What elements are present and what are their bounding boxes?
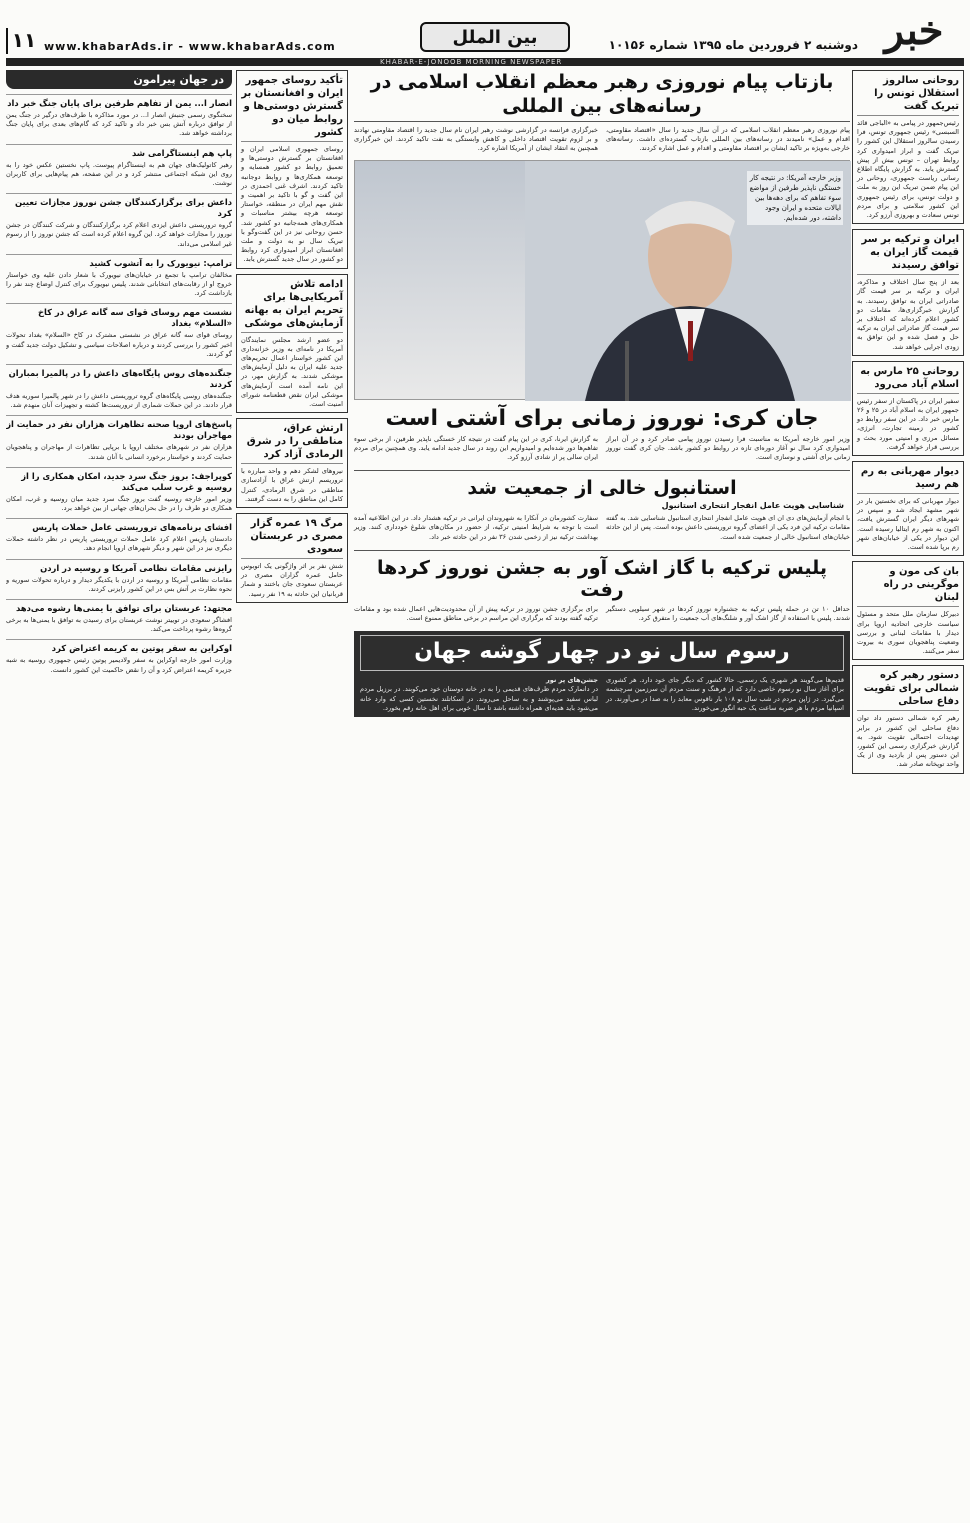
world-news-title: نشست مهم روسای قوای سه گانه عراق در کاخ «السلام» بغداد <box>6 303 232 329</box>
news-body: سفیر ایران در پاکستان از سفر رئیس جمهور ایران به اسلام آباد در ۲۵ و ۲۶ مارس خبر داد. در این سفر روابط دو کشور در زمینه تجارت، انرژی، مسائل مرزی و امنیتی مورد بحث و بررسی قرار خواهد گرفت. <box>857 396 959 451</box>
section-title: بین الملل <box>420 22 570 52</box>
news-body: رهبر کره شمالی دستور داد توان دفاع ساحلی این کشور در برابر تهدیدات احتمالی تقویت شود. به گزارش خبرگزاری رسمی این کشور، این دستور پس از بازدید وی از یک واحد توپخانه صادر شد. <box>857 714 959 769</box>
world-news-body: وزیر امور خارجه روسیه گفت بروز جنگ سرد جدید میان روسیه و غرب، امکان همکاری دو طرف را در حل بحران‌های جهانی از بین خواهد برد. <box>6 494 232 513</box>
nowruz-feature <box>354 631 850 717</box>
world-news-title: پاپ هم اینستاگرامی شد <box>6 144 232 159</box>
world-news-body: مخالفان ترامپ با تجمع در خیابان‌های نیویورک با شعار دادن علیه وی خواستار خروج او از رقابت‌های انتخاباتی شدند. پلیس نیویورک برای کنترل اوضاع چند نفر را بازداشت کرد. <box>6 270 232 298</box>
headline-turkey-police: پلیس ترکیه با گاز اشک آور به جشن نوروز کردها رفت <box>354 550 850 601</box>
news-title: ادامه تلاش آمریکایی‌ها برای تحریم ایران به بهانه آزمایش‌های موشکی <box>241 278 343 333</box>
story-body <box>360 676 844 713</box>
story-body <box>354 435 850 463</box>
news-body: بعد از پنج سال اختلاف و مذاکره، ایران و ترکیه بر سر قیمت گاز صادراتی ایران به توافق رسیدند. به گزارش خبرگزاری‌ها، مقامات دو کشور اعلام کرده‌اند که اختلاف بر سر قیمت گاز صادراتی ایران به ترکیه حل و فصل شده و این توافق به زودی اجرایی خواهد شد. <box>857 278 959 351</box>
story-text: در دانمارک مردم ظرف‌های قدیمی را به در خانه دوستان خود می‌کوبند. در برزیل مردم لباس سفید می‌پوشند و به ساحل می‌روند. در اسکاتلند نخستین کسی که وارد خانه می‌شود باید هدیه‌ای همراه داشته باشد تا سال خوبی برای اهل خانه رقم بخورد. <box>360 685 598 712</box>
page-number: ۱۱ <box>6 28 40 54</box>
story-text: سفارت کشورمان در آنکارا به شهروندان ایرانی در ترکیه هشدار داد. در این اطلاعیه آمده است با توجه به شرایط امنیتی ترکیه، از حضور در مکان‌های شلوغ خودداری کنند. وزیر بهداشت ترکیه نیز از زخمی شدن ۳۶ نفر در این حادثه خبر داد. <box>354 514 598 541</box>
mid-column <box>236 70 348 608</box>
news-title: مرگ ۱۹ عمره گزار مصری در عربستان سعودی <box>241 517 343 559</box>
news-title: دستور رهبر کره شمالی برای تقویت دفاع ساحلی <box>857 669 959 711</box>
news-box <box>852 665 964 773</box>
news-box <box>852 561 964 660</box>
story-body <box>354 514 850 542</box>
news-body: دبیرکل سازمان ملل متحد و مسئول سیاست خارجی اتحادیه اروپا برای دیدار با مقامات لبنانی و بررسی وضعیت پناهجویان سوری به بیروت سفر می‌کنند. <box>857 610 959 656</box>
headline-leader-message: بازتاب پیام نوروزی رهبر معظم انقلاب اسلامی در رسانه‌های بین المللی <box>354 70 850 122</box>
world-news-body: افشاگر سعودی در توییتر نوشت عربستان برای رسیدن به توافق با یمنی‌ها به برخی گروه‌ها رشوه پرداخت می‌کند. <box>6 616 232 634</box>
story-body <box>354 605 850 623</box>
news-body: دو عضو ارشد مجلس نمایندگان آمریکا در نامه‌ای به وزیر خزانه‌داری این کشور خواستار اعمال تحریم‌های جدید علیه ایران به دلیل آزمایش‌های موشکی شدند. به گزارش مهر، در این نامه آمده است آزمایش‌های موشکی ایران نقض قطعنامه شورای امنیت است. <box>241 335 343 409</box>
story-text: خبرگزاری فرانسه در گزارشی نوشت رهبر ایران نام سال جدید را اقتصاد مقاومتی نهادند و بر لزوم تقویت اقتصاد داخلی و کاهش وابستگی به نفت تاکید کردند. این خبرگزاری همچنین به انتقاد ایشان از آمریکا اشاره کرد. <box>354 126 598 153</box>
site-urls[interactable]: www.khabarAds.ir - www.khabarAds.com <box>44 40 336 53</box>
kerry-photo-frame <box>354 160 850 400</box>
masthead <box>0 0 970 66</box>
story-kicker: جشن‌های پر نور <box>545 676 598 685</box>
story-text: قدیم‌ها می‌گویند هر شهری یک رسمی. حالا کشور که دیگر جای خود دارد. هر کشوری برای آغاز سال نو رسوم خاصی دارد که از فرهنگ و سنت مردم آن سرزمین سرچشمه می‌گیرد. در ژاپن مردم در شب سال نو ۱۰۸ بار ناقوس معابد را به صدا در می‌آورند. در اسپانیا مردم با هر ضربه ساعت یک حبه انگور می‌خورند. <box>606 676 844 712</box>
newspaper-logo <box>864 2 964 58</box>
world-news-list <box>6 94 232 675</box>
world-news-body: مقامات نظامی آمریکا و روسیه در اردن با یکدیگر دیدار و درباره تحولات سوریه و نحوه نظارت بر آتش بس در این کشور رایزنی کردند. <box>6 575 232 593</box>
world-news-body: رهبر کاتولیک‌های جهان هم به اینستاگرام پیوست. پاپ نخستین عکس خود را به روی این شبکه اجتماعی منتشر کرد و در این صفحه، هم پیام‌هایی برای کاربران نوشت. <box>6 160 232 188</box>
story-text: پیام نوروزی رهبر معظم انقلاب اسلامی که در آن سال جدید را سال «اقتصاد مقاومتی، اقدام و عمل» نامیدند در رسانه‌های بین المللی بازتاب گسترده‌ای داشت. رسانه‌های خارجی به‌ویژه بر تاکید ایشان بر اقتصاد مقاومتی و اقدام و عمل اشاره کردند. <box>606 126 850 153</box>
story-text: وزیر امور خارجه آمریکا به مناسبت فرا رسیدن نوروز پیامی صادر کرد و در آن ابراز امیدواری کرد سال نو آغاز دوره‌ای تازه در روابط دو کشور باشد. جان کری گفت نوروز زمانی برای آشتی و نوسازی است. <box>606 434 850 462</box>
news-box <box>852 461 964 556</box>
news-body: رئیس‌جمهور در پیامی به «الباجی قائد السبسی» رئیس جمهوری تونس، فرا رسیدن سالروز استقلال این کشور را تبریک گفت و ابراز امیدواری کرد روابط تهران – تونس بیش از پیش گسترش یابد. به گزارش پایگاه اطلاع رسانی ریاست جمهوری، روحانی در این پیام ضمن تبریک این روز به ملت و دولت تونس، برای رئیس جمهوری این کشور سلامتی و برای مردم تونس سعادت و بهروزی آرزو کرد. <box>857 119 959 220</box>
news-body: شش نفر بر اثر واژگونی یک اتوبوس حامل عمره گزاران مصری در عربستان سعودی جان باختند و شمار قربانیان این حادثه به ۱۹ نفر رسید. <box>241 562 343 598</box>
english-tagline: KHABAR-E-JONOOB MORNING NEWSPAPER <box>380 58 563 66</box>
world-news-body: روسای قوای سه گانه عراق در نشستی مشترک در کاخ «السلام» بغداد تحولات اخیر کشور را بررسی کردند و درباره اصلاحات سیاسی و تشکیل دولت جدید گفت و گو کردند. <box>6 331 232 358</box>
news-body: نیروهای لشکر دهم و واحد مبارزه با تروریسم ارتش عراق با آزادسازی مناطقی در شرق الرمادی، کنترل کامل این مناطق را به دست گرفتند. <box>241 467 343 503</box>
world-news-title: اوکراین به سفر پوتین به کریمه اعتراض کرد <box>6 639 232 654</box>
world-news-title: کوپراجف: بروز جنگ سرد جدید، امکان همکاری را از روسیه و غرب سلب می‌کند <box>6 467 232 493</box>
world-news-body: سخنگوی رسمی جنبش انصار ا... در مورد مذاکره با طرف‌های درگیر در جنگ یمن از توافق درباره آتش بس خبر داد و تاکید کرد که گام‌های بعدی برای پایان جنگ برداشته خواهد شد. <box>6 111 232 138</box>
world-news-title: مجتهد: عربستان برای توافق با یمنی‌ها رشوه می‌دهد <box>6 599 232 614</box>
news-body: دیوار مهربانی که برای نخستین بار در شهر مشهد ایجاد شد و سپس در شهرهای دیگر ایران گسترش یافت، اکنون به شهر رم ایتالیا رسیده است. این دیوار در یکی از خیابان‌های شهر رم برپا شده است. <box>857 497 959 552</box>
story-body <box>354 126 850 154</box>
world-news-title: انصار ا... یمن از تفاهم طرفین برای پایان جنگ خبر داد <box>6 94 232 109</box>
story-text: حداقل ۱۰ تن در حمله پلیس ترکیه به جشنواره نوروز کردها در شهر سیلوپی دستگیر شدند. پلیس با استفاده از گاز اشک آور و شلنگ‌های آب جمعیت را متفرق کرد. <box>606 604 850 623</box>
news-title: تأکید روسای جمهور ایران و افغانستان بر گسترش دوستی‌ها و روابط میان دو کشور <box>241 74 343 142</box>
world-news-body: گروه تروریستی داعش ایزدی اعلام کرد برگزارکنندگان و شرکت کنندگان در جشن نوروز را مجازات خواهد کرد. این گروه اعلام کرده است که جشن نوروز را از رسوم غیر اسلامی می‌داند. <box>6 221 232 248</box>
left-column <box>6 70 232 675</box>
news-title: روحانی ۲۵ مارس به اسلام آباد می‌رود <box>857 365 959 394</box>
news-title: ایران و ترکیه بر سر قیمت گاز ایران به توافق رسیدند <box>857 233 959 275</box>
news-title: بان کی مون و موگرینی در راه لبنان <box>857 565 959 607</box>
world-news-body: هزاران نفر در شهرهای مختلف اروپا با برپایی تظاهرات از مهاجران و پناهجویان حمایت کردند و خواستار برخورد انسانی با آنان شدند. <box>6 443 232 461</box>
main-stories <box>354 70 850 717</box>
world-news-title: جنگنده‌های روس پایگاه‌های داعش را در پالمیرا بمباران کردند <box>6 364 232 390</box>
world-news-title: ترامپ: نیویورک را به آتشوب کشید <box>6 254 232 269</box>
news-body: روسای جمهوری اسلامی ایران و افغانستان بر گسترش دوستی‌ها و تعمیق روابط دو کشور همسایه و توسعه همکاری‌ها و روابط دوجانبه تاکید کردند. اشرف غنی احمدزی در این گفت و گو با تاکید بر اهمیت و نقش مهم ایران در منطقه، خواستار توسعه هرچه بیشتر مناسبات و همکاری‌های همه‌جانبه دو کشور شد. حسن روحانی نیز در این گفت‌وگو با تبریک سال نو به دولت و ملت افغانستان ابراز امیدواری کرد روابط دو کشور در سال جدید گسترش یابد. <box>241 145 343 264</box>
story-text: برای برگزاری جشن نوروز در ترکیه پیش از آن محدودیت‌هایی اعمال شده بود و مقامات ترکیه گفته بودند که برگزاری این مراسم در برخی مناطق ممنوع است. <box>354 604 598 623</box>
photo-caption: وزیر خارجه آمریکا: در نتیجه کار خستگی ناپذیر طرفین از مواضع سوء تفاهم که برای دهه‌ها بین ایالات متحده و ایران وجود داشته، دور شده‌ایم. <box>747 171 843 225</box>
news-box <box>852 361 964 456</box>
headline-nowruz: رسوم سال نو در چهار گوشه جهان <box>360 635 844 671</box>
world-roundup-banner: در جهان پیرامون <box>6 70 232 89</box>
news-box <box>852 70 964 224</box>
world-news-title: داعش برای برگزارکنندگان جشن نوروز مجازات تعیین کرد <box>6 193 232 219</box>
world-news-body: دادستان پاریس اعلام کرد عامل حملات تروریستی پاریس در نظر داشته حملات دیگری نیز در این شهر و دیگر شهرهای اروپا انجام دهد. <box>6 535 232 553</box>
issue-date: دوشنبه ۲ فروردین ماه ۱۳۹۵ شماره ۱۰۱۵۶ <box>608 38 858 52</box>
news-box <box>236 274 348 414</box>
headline-istanbul: استانبول خالی از جمعیت شد <box>354 470 850 499</box>
world-news-body: وزارت امور خارجه اوکراین به سفر ولادیمیر پوتین رئیس جمهوری روسیه به شبه جزیره کریمه اعتراض کرد و آن را نقض حاکمیت این کشور دانست. <box>6 656 232 674</box>
story-text: با انجام آزمایش‌های دی ان ای هویت عامل انفجار انتحاری استانبول شناسایی شد. به گفته مقامات ترکیه این فرد یکی از اعضای گروه تروریستی داعش بوده است. پس از این حادثه خیابان‌های استانبول خالی از جمعیت شده است. <box>606 514 850 541</box>
headline-kerry: جان کری: نوروز زمانی برای آشتی است <box>385 405 819 431</box>
world-news-body: جنگنده‌های روسی پایگاه‌های گروه تروریستی داعش را در شهر پالمیرا سوریه هدف قرار دادند. در این حملات شماری از تروریست‌ها کشته و تجهیزات آنان منهدم شد. <box>6 392 232 410</box>
story-text: به گزارش ایرنا، کری در این پیام گفت در نتیجه کار خستگی ناپذیر طرفین، از برخی سوء تفاهم‌ها دور شده‌ایم و امیدواریم این روند در سال جدید ادامه یابد. وی همچنین برای مردم ایران سالی پر از شادی آرزو کرد. <box>354 434 598 462</box>
world-news-title: رایزنی مقامات نظامی آمریکا و روسیه در اردن <box>6 559 232 574</box>
news-title: ارتش عراق، مناطقی را در شرق الرمادی آزاد کرد <box>241 422 343 464</box>
news-box <box>852 229 964 356</box>
world-news-title: پاسخ‌های اروپا صحنه تظاهرات هزاران نفر در حمایت از مهاجران بودند <box>6 415 232 441</box>
world-news-title: افشای برنامه‌های تروریستی عامل حملات پاریس <box>6 518 232 533</box>
logo-text: خبر <box>884 6 944 54</box>
news-title: دیوار مهربانی به رم هم رسید <box>857 465 959 494</box>
news-title: روحانی سالروز استقلال تونس را تبریک گفت <box>857 74 959 116</box>
news-box <box>236 418 348 508</box>
news-box <box>236 70 348 269</box>
news-box <box>236 513 348 603</box>
right-column <box>852 70 964 779</box>
subheadline-istanbul: شناسایی هویت عامل انفجار انتحاری استانبول <box>661 501 844 511</box>
